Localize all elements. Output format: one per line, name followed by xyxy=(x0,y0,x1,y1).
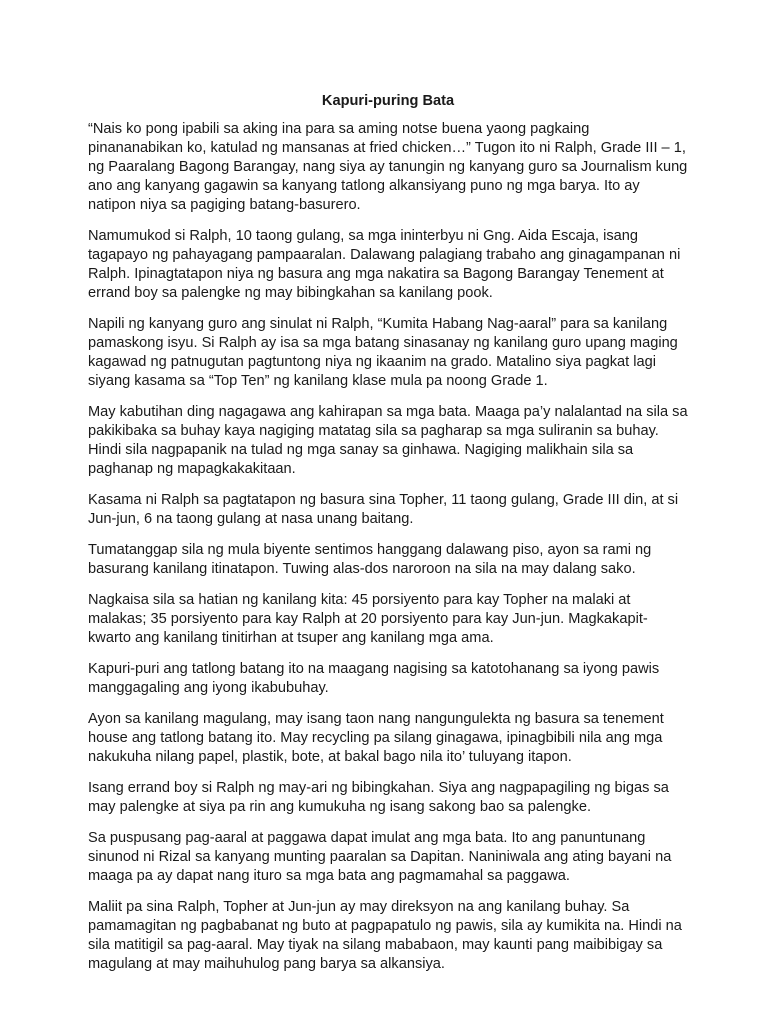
paragraph-5: Kasama ni Ralph sa pagtatapon ng basura sina Topher, 11 taong gulang, Grade III din, at si Jun-jun, 6 na taong gulang at nasa unang baitang. xyxy=(88,492,679,527)
document-title: Kapuri-puring Bata xyxy=(321,93,455,109)
document-page xyxy=(88,92,688,986)
paragraph-2: Namumukod si Ralph, 10 taong gulang, sa mga ininterbyu ni Gng. Aida Escaja, isang tagapayo ng pahayagang pampaaralan. Dalawang palagiang trabaho ang ginagampanan ni Ralph. Ipinagtatapon niya ng basura ang mga nakatira sa Bagong Barangay Tenement at errand boy sa palengke ng may bibingkahan sa kanilang pook. xyxy=(88,228,681,301)
paragraph-1: “Nais ko pong ipabili sa aking ina para sa aming notse buena yaong pagkaing pinananabikan ko, katulad ng mansanas at fried chicken…” Tugon ito ni Ralph, Grade III – 1, ng Paaralang Bagong Barangay, nang siya ay tanungin ng kanyang guro sa Journalism kung ano ang kanyang gagawin sa kanyang tatlong alkansiyang puno ng mga barya. Ito ay natipon niya sa pagiging batang-basurero. xyxy=(88,121,688,213)
paragraph-10: Isang errand boy si Ralph ng may-ari ng bibingkahan. Siya ang nagpapagiling ng bigas sa may palengke at siya pa rin ang kumukuha ng isang sakong bao sa palengke. xyxy=(88,780,669,815)
paragraph-12: Maliit pa sina Ralph, Topher at Jun-jun ay may direksyon na ang kanilang buhay. Sa pamamagitan ng pagbabanat ng buto at pagpapatulo ng pawis, sila ay kumikita na. Hindi na sila matitigil sa pag-aaral. May tiyak na silang mababaon, may kaunti pang maibibigay sa magulang at may maihuhulog pang barya sa alkansiya. xyxy=(88,899,682,972)
paragraph-3: Napili ng kanyang guro ang sinulat ni Ralph, “Kumita Habang Nag-aaral” para sa kanilang pamaskong isyu. Si Ralph ay isa sa mga batang sinasanay ng kanilang guro upang maging kagawad ng patnugutan pagtuntong niya ng ikaanim na grado. Matalino siya pagkat lagi siyang kasama sa “Top Ten” ng kanilang klase mula pa noong Grade 1. xyxy=(88,316,678,389)
paragraph-6: Tumatanggap sila ng mula biyente sentimos hanggang dalawang piso, ayon sa rami ng basurang kanilang itinatapon. Tuwing alas-dos naroroon na sila na may dalang sako. xyxy=(88,542,652,577)
paragraph-11: Sa puspusang pag-aaral at paggawa dapat imulat ang mga bata. Ito ang panuntunang sinunod ni Rizal sa kanyang munting paaralan sa Dapitan. Naniniwala ang ating bayani na maaga pa ay dapat nang ituro sa mga bata ang pagmamahal sa paggawa. xyxy=(88,830,672,884)
paragraph-4: May kabutihan ding nagagawa ang kahirapan sa mga bata. Maaga pa’y nalalantad na sila sa pakikibaka sa buhay kaya nagiging matatag sila sa pagharap sa mga suliranin sa buhay. Hindi sila nagpapanik na tulad ng mga sanay sa ginhawa. Nagiging malikhain sila sa paghanap ng mapagkakakitaan. xyxy=(88,404,688,477)
paragraph-8: Kapuri-puri ang tatlong batang ito na maagang nagising sa katotohanang sa iyong pawis manggagaling ang iyong ikabubuhay. xyxy=(88,661,660,696)
paragraph-9: Ayon sa kanilang magulang, may isang taon nang nangungulekta ng basura sa tenement house ang tatlong batang ito. May recycling pa silang ginagawa, ipinagbibili nila ang mga nakukuha nilang papel, plastik, bote, at bakal bago nila ito’ tuluyang itapon. xyxy=(88,711,664,765)
paragraph-7: Nagkaisa sila sa hatian ng kanilang kita: 45 porsiyento para kay Topher na malaki at malakas; 35 porsiyento para kay Ralph at 20 porsiyento para kay Jun-jun. Magkakapit-kwarto ang kanilang tinitirhan at tsuper ang kanilang mga ama. xyxy=(88,592,648,646)
